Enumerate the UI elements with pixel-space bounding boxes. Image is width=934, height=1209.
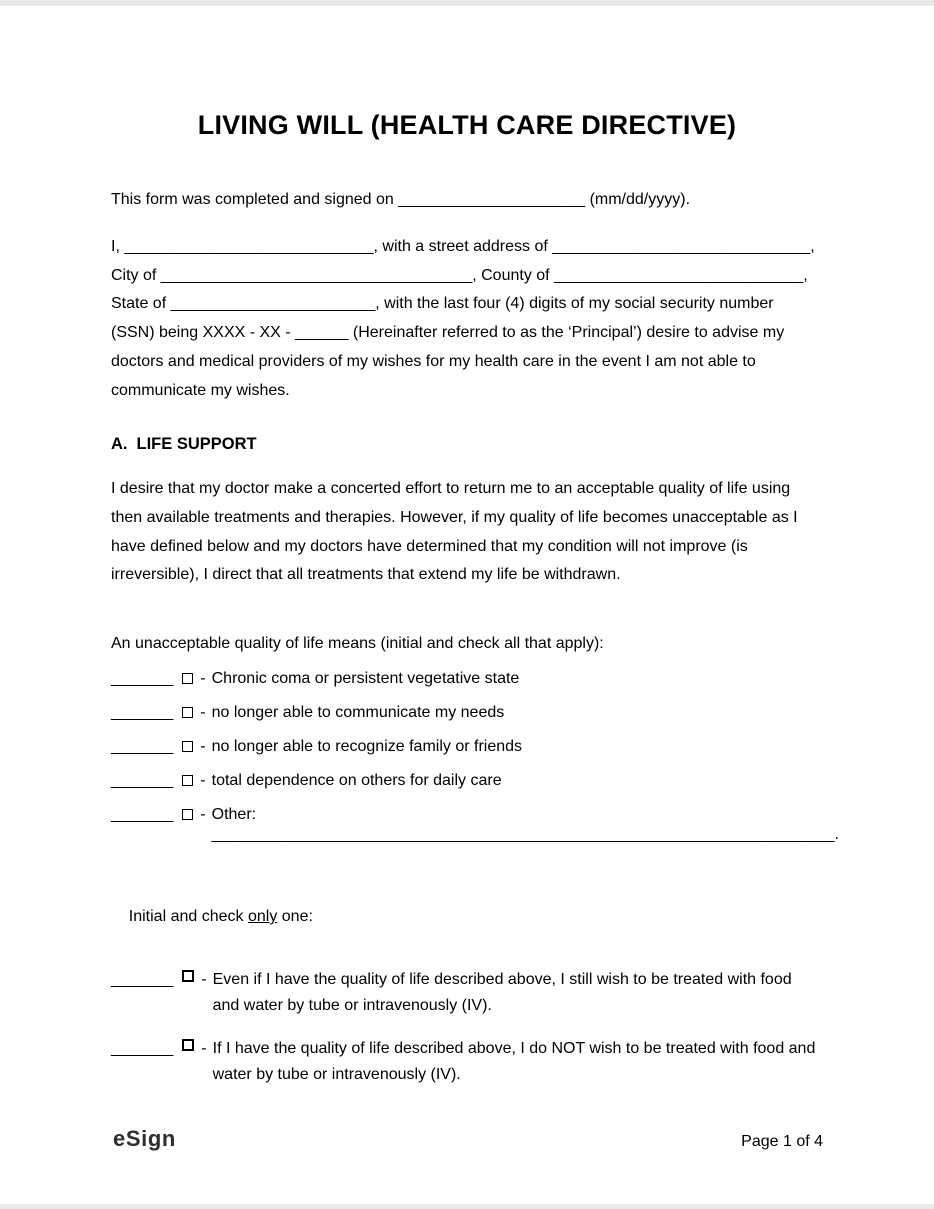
single-choice-option-row — [111, 1036, 823, 1088]
section-a-heading — [111, 435, 823, 454]
initials-blank[interactable]: _______ — [111, 670, 174, 688]
checkbox-icon[interactable] — [182, 673, 193, 684]
principal-line: communicate my wishes. — [111, 381, 290, 399]
principal-line: doctors and medical providers of my wishes for my health care in the event I am not able to — [111, 352, 756, 370]
checklist-item-label: no longer able to recognize family or friends — [211, 738, 523, 756]
dash: - — [200, 704, 206, 722]
principal-line: I, ____________________________, with a street address of _____________________________, — [111, 238, 815, 255]
esign-logo: eSign — [113, 1126, 176, 1151]
initials-blank[interactable]: _______ — [111, 971, 174, 989]
principal-paragraph — [111, 233, 823, 405]
checklist-item-label: Chronic coma or persistent vegetative state — [211, 670, 520, 688]
section-title: LIFE SUPPORT — [136, 435, 257, 454]
single-choice-option-row — [111, 967, 823, 1019]
document-page — [0, 6, 934, 1204]
initials-blank[interactable]: _______ — [111, 738, 174, 756]
document-title: LIVING WILL (HEALTH CARE DIRECTIVE) — [197, 110, 737, 140]
dash: - — [200, 772, 206, 790]
page-footer — [113, 1126, 823, 1152]
intro-underlined-word: only — [247, 908, 278, 926]
dash: - — [201, 1040, 207, 1058]
intro-suffix: one: — [277, 908, 313, 926]
dash: - — [200, 670, 206, 688]
checkbox-icon[interactable] — [182, 741, 193, 752]
intro-prefix: Initial and check — [128, 908, 248, 926]
checkbox-icon[interactable] — [182, 970, 194, 982]
initials-blank[interactable]: _______ — [111, 806, 174, 824]
checklist-item-label: Other: ______________________________________________________________________. — [211, 806, 839, 844]
checkbox-icon[interactable] — [182, 775, 193, 786]
principal-line: (SSN) being XXXX - XX - ______ (Hereinafter referred to as the ‘Principal’) desire to advise my — [111, 324, 785, 342]
signed-date-line: This form was completed and signed on _____________________ (mm/dd/yyyy). — [111, 191, 691, 208]
checklist-item-row — [111, 771, 823, 791]
principal-line: City of ___________________________________, County of ____________________________, — [111, 266, 808, 284]
checklist-item-label: total dependence on others for daily care — [211, 772, 502, 790]
checkbox-icon[interactable] — [182, 809, 193, 820]
initials-blank[interactable]: _______ — [111, 704, 174, 722]
checkbox-icon[interactable] — [182, 1039, 194, 1051]
checklist-item-row — [111, 703, 823, 723]
single-choice-intro — [111, 884, 823, 950]
checklist-item-row-other — [111, 805, 839, 845]
initials-blank[interactable]: _______ — [111, 1040, 174, 1058]
life-support-paragraph: I desire that my doctor make a concerted effort to return me to an acceptable quality of life using then available treatments and therapies. However, if my quality of life becomes unacceptable as I have defined below and my doctors have determined that my condition will not improve (is irreversible), I direct that all treatments that extend my life be withdrawn. — [111, 480, 798, 584]
checklist-intro: An unacceptable quality of life means (initial and check all that apply): — [111, 635, 604, 653]
principal-line: State of _______________________, with the last four (4) digits of my social security number — [111, 295, 774, 313]
checklist-item-row — [111, 737, 823, 757]
checkbox-icon[interactable] — [182, 707, 193, 718]
checklist-item-label: no longer able to communicate my needs — [211, 704, 505, 722]
dash: - — [201, 971, 207, 989]
initials-blank[interactable]: _______ — [111, 772, 174, 790]
checklist-item-row — [111, 669, 823, 689]
section-letter: A. — [111, 435, 128, 454]
page-number: Page 1 of 4 — [741, 1133, 823, 1150]
option-label: Even if I have the quality of life described above, I still wish to be treated with food and water by tube or intravenously (IV). — [212, 971, 792, 1015]
option-label: If I have the quality of life described above, I do NOT wish to be treated with food and water by tube or intravenously (IV). — [212, 1040, 816, 1084]
dash: - — [200, 806, 206, 824]
dash: - — [200, 738, 206, 756]
